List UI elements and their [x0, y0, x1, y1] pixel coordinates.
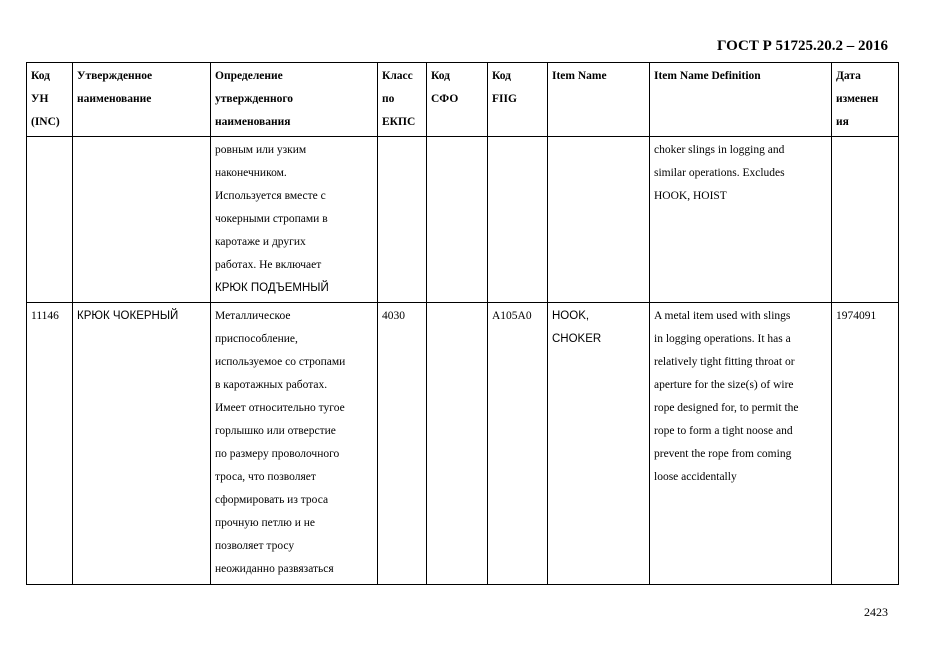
cell-date-changed: [832, 137, 899, 303]
cell-approved-name: [73, 137, 211, 303]
cell-inc: [27, 137, 73, 303]
header-fiig: Код FIIG: [488, 63, 548, 137]
cell-sfo: [427, 303, 488, 585]
header-item-name: Item Name: [548, 63, 650, 137]
cell-item-name-definition: A metal item used with slings in logging operations. It has a relatively tight fitting throat or aperture for the size(s) of wire rope designed for, to permit the rope to form a tight noose and prevent the rope from coming loose accidentally: [650, 303, 832, 585]
header-date-changed: Дата изменен ия: [832, 63, 899, 137]
header-row: [27, 63, 899, 137]
cell-class: [378, 137, 427, 303]
header-item-name-definition: Item Name Definition: [650, 63, 832, 137]
header-class: Класс по ЕКПС: [378, 63, 427, 137]
cell-date-changed: 1974091: [832, 303, 899, 585]
header-sfo: Код СФО: [427, 63, 488, 137]
header-inc: Код УН (INC): [27, 63, 73, 137]
nomenclature-table: [26, 62, 899, 585]
cell-sfo: [427, 137, 488, 303]
cell-fiig: [488, 137, 548, 303]
cell-item-name: [548, 137, 650, 303]
cell-inc: 11146: [27, 303, 73, 585]
table-row: [27, 137, 899, 303]
page-number: 2423: [864, 605, 888, 619]
cell-definition: Металлическое приспособление, используемое со стропами в каротажных работах. Имеет относительно тугое горлышко или отверстие по размеру проволочного троса, что позволяет сформировать из троса прочную петлю и не позволяет тросу неожиданно развязаться: [211, 303, 378, 585]
cell-approved-name: КРЮК ЧОКЕРНЫЙ: [73, 303, 211, 585]
cell-item-name-definition: choker slings in logging and similar operations. Excludes HOOK, HOIST: [650, 137, 832, 303]
document-title: ГОСТ Р 51725.20.2 – 2016: [716, 38, 888, 54]
cell-definition: ровным или узким наконечником. Используется вместе с чокерными стропами в каротаже и других работах. Не включает КРЮК ПОДЪЕМНЫЙ: [211, 137, 378, 303]
table-row: [27, 303, 899, 585]
cell-fiig: A105A0: [488, 303, 548, 585]
header-approved-name: Утвержденное наименование: [73, 63, 211, 137]
header-definition: Определение утвержденного наименования: [211, 63, 378, 137]
cell-item-name: HOOK, CHOKER: [548, 303, 650, 585]
cell-class: 4030: [378, 303, 427, 585]
